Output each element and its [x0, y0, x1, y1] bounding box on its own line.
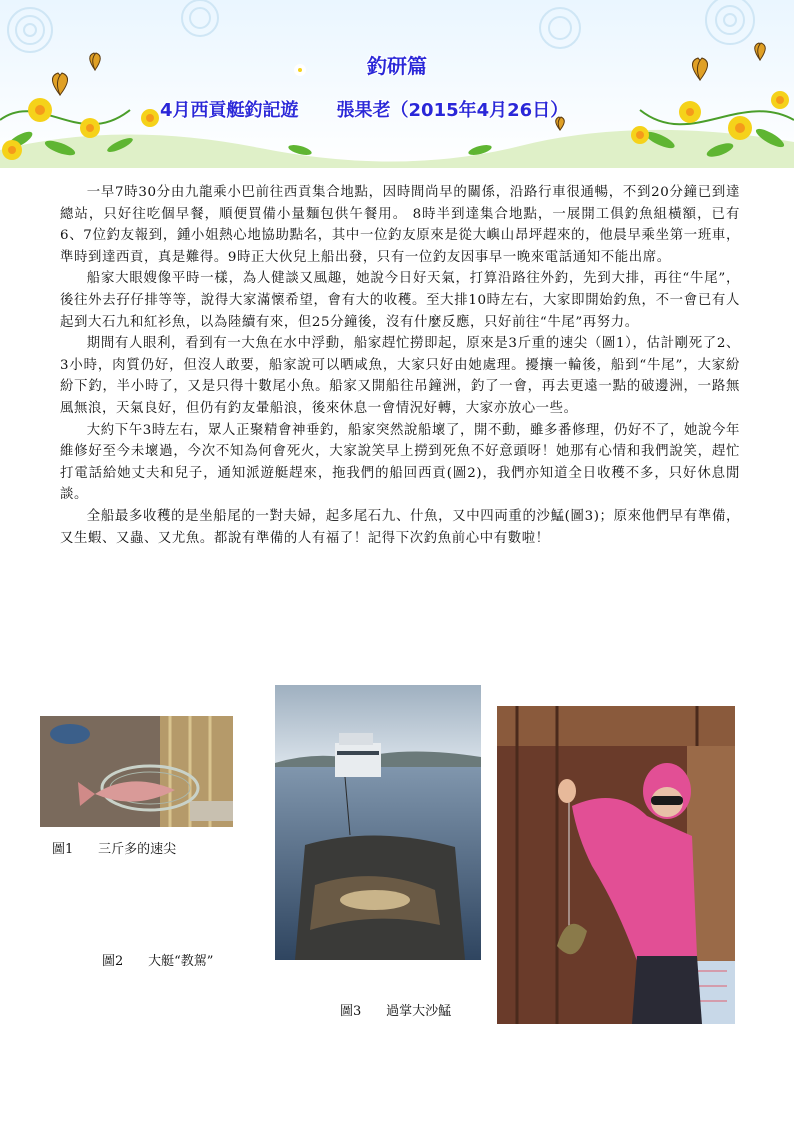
- section-title: 釣研篇: [367, 54, 427, 78]
- figure-label: 圖3: [340, 1004, 362, 1019]
- paragraph: 期間有人眼利，看到有一大魚在水中浮動，船家趕忙撈即起，原來是3斤重的速尖（圖1），估計剛死了2、3小時，肉質仍好，但沒人敢要，船家說可以晒咸魚，大家只好由她處理。擾攘一輪後，船到“牛尾”，大家紛紛下釣，半小時了，又是只得十數尾小魚。船家又開船往吊鐘洲，釣了一會，再去更遠一點的破邊洲，一路無風無浪，天氣良好，但仍有釣友暈船浪，後來休息一會情況好轉，大家亦放心一些。: [60, 336, 740, 416]
- paragraph: 全船最多收穫的是坐船尾的一對夫婦，起多尾石九、什魚，又中四両重的沙鯭(圖3)；原來他們早有準備，又生蝦、又蟲、又尤魚。都說有準備的人有福了！記得下次釣魚前心中有數啦！: [60, 508, 740, 546]
- article-title: [160, 96, 568, 122]
- paragraph: 一早7時30分由九龍乘小巴前往西貢集合地點，因時間尚早的關係，沿路行車很通暢，不到20分鐘已到達總站，只好往吃個早餐，順便買備小量麵包供午餐用。 8時半到達集合地點，一展開工俱釣魚組橫額，已有6、7位釣友報到，鍾小姐熱心地協助點名，其中一位釣友原來是從大嶼山昂坪趕來的，他晨早乘坐第一班車，準時到達西貢，真是難得。9時正大伙兒上船出發，只有一位釣友因事早一晚來電話通知不能出席。: [60, 185, 740, 265]
- figure-caption-text: 過掌大沙鯭: [386, 1004, 452, 1019]
- figure-caption-text: 大艇“教駕”: [148, 954, 214, 969]
- article-body: [60, 182, 740, 549]
- figure-3-photo: [497, 706, 735, 1024]
- header-banner: [0, 0, 794, 168]
- figure-2-caption: [102, 950, 213, 969]
- figure-label: 圖1: [52, 842, 74, 857]
- author-date: 張果老（2015年4月26日）: [336, 100, 569, 121]
- article-heading: 4月西貢艇釣記遊: [160, 100, 299, 121]
- floral-butterfly-decoration: [0, 0, 794, 168]
- paragraph: 大約下午3時左右，眾人正聚精會神垂釣，船家突然說船壞了，開不動，雖多番修理，仍好不了，她說今年維修好至今未壞過，今次不知為何會死火，大家說笑早上撈到死魚不好意頭呀！她那有心情和我們說笑，趕忙打電話給她丈夫和兒子，通知派遊艇趕來，拖我們的船回西貢(圖2)，我們亦知道全日收穫不多，只好休息閒談。: [60, 422, 740, 503]
- figure-caption-text: 三斤多的速尖: [98, 842, 177, 857]
- figure-label: 圖2: [102, 954, 124, 969]
- figure-2-photo: [275, 685, 481, 960]
- figure-1-photo: [40, 716, 233, 827]
- figure-1-caption: [52, 838, 176, 857]
- paragraph: 船家大眼嫂像平時一樣，為人健談又風趣，她說今日好天氣，打算沿路往外釣，先到大排，再往“牛尾”，後往外去孖仔排等等，說得大家滿懷希望，會有大的收穫。至大排10時左右，大家即開始釣魚，不一會已有人起到大石九和紅衫魚，以為陸續有來，但25分鐘後，沒有什麼反應，只好前往“牛尾”再努力。: [60, 271, 740, 330]
- figure-3-caption: [340, 1000, 451, 1019]
